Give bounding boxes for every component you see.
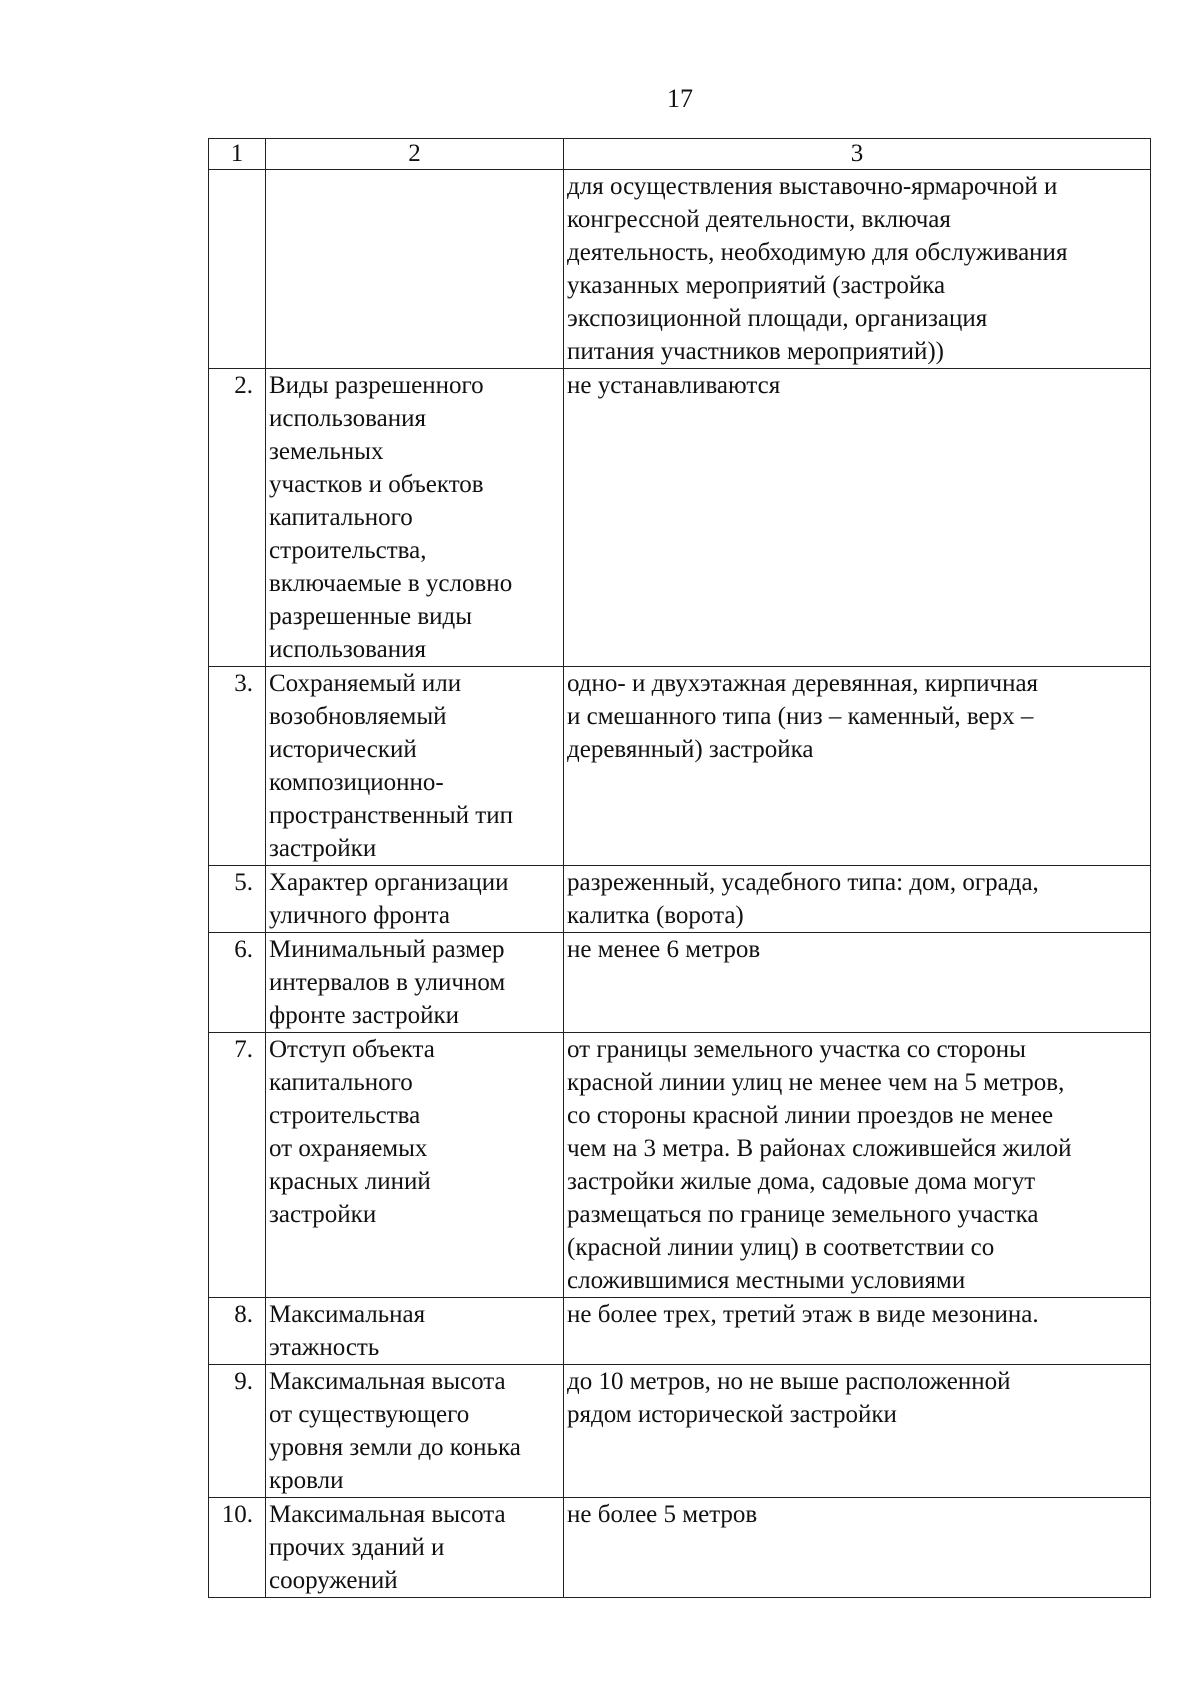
parameter-value-line: красной линии улиц не менее чем на 5 метров, bbox=[567, 1069, 1065, 1096]
parameter-name-line: застройки bbox=[269, 835, 377, 862]
page-number: 17 bbox=[667, 84, 693, 113]
parameter-name-line: использования bbox=[269, 636, 426, 663]
parameter-name-line: капитального bbox=[269, 504, 413, 531]
parameter-name bbox=[266, 866, 564, 933]
parameter-name-line: пространственный тип bbox=[269, 802, 513, 829]
parameter-name-line: Характер организации bbox=[269, 869, 509, 896]
parameter-name-line: композиционно- bbox=[269, 769, 444, 796]
parameter-name-line: уличного фронта bbox=[269, 902, 450, 929]
parameter-name-line: уровня земли до конька bbox=[269, 1434, 521, 1461]
row-number: 5. bbox=[209, 866, 266, 933]
parameter-name-line: Виды разрешенного bbox=[269, 372, 484, 399]
parameter-name bbox=[266, 933, 564, 1033]
parameter-name-line: сооружений bbox=[269, 1567, 398, 1594]
parameter-value-line: конгрессной деятельности, включая bbox=[567, 206, 951, 233]
parameter-value-line: экспозиционной площади, организация bbox=[567, 305, 988, 332]
parameter-name-line: застройки bbox=[269, 1201, 377, 1228]
parameter-value bbox=[564, 866, 1151, 933]
parameter-name bbox=[266, 170, 564, 369]
parameter-name-line: разрешенные виды bbox=[269, 603, 473, 630]
table-row bbox=[209, 1365, 1151, 1498]
parameter-name bbox=[266, 667, 564, 866]
header-cell-2: 2 bbox=[266, 139, 564, 170]
parameter-name bbox=[266, 1033, 564, 1298]
row-number bbox=[209, 170, 266, 369]
parameter-name-line: Отступ объекта bbox=[269, 1036, 435, 1063]
parameter-name-line: участков и объектов bbox=[269, 471, 484, 498]
parameter-value-line: указанных мероприятий (застройка bbox=[567, 272, 946, 299]
parameter-value-line: размещаться по границе земельного участка bbox=[567, 1201, 1039, 1228]
parameter-name bbox=[266, 1298, 564, 1365]
parameter-name-line: интервалов в уличном bbox=[269, 969, 506, 996]
parameter-name-line: включаемые в условно bbox=[269, 570, 513, 597]
header-cell-3: 3 bbox=[564, 139, 1151, 170]
parameter-name-line: Минимальный размер bbox=[269, 936, 505, 963]
parameter-name-line: капитального bbox=[269, 1069, 413, 1096]
parameter-name bbox=[266, 1365, 564, 1498]
row-number: 9. bbox=[209, 1365, 266, 1498]
parameter-name-line: от охраняемых bbox=[269, 1135, 428, 1162]
parameter-name-line: прочих зданий и bbox=[269, 1534, 445, 1561]
row-number: 7. bbox=[209, 1033, 266, 1298]
parameter-value-line: сложившимися местными условиями bbox=[567, 1267, 966, 1294]
parameter-name-line: строительства bbox=[269, 1102, 421, 1129]
regulations-table bbox=[208, 138, 1151, 1598]
table-body bbox=[209, 139, 1151, 1598]
table-row bbox=[209, 1298, 1151, 1365]
table-row bbox=[209, 866, 1151, 933]
parameter-value-line: деятельность, необходимую для обслуживания bbox=[567, 239, 1068, 266]
parameter-value-line: рядом исторической застройки bbox=[567, 1401, 897, 1428]
parameter-value-line: до 10 метров, но не выше расположенной bbox=[567, 1368, 1011, 1395]
parameter-name-line: земельных bbox=[269, 438, 384, 465]
table-row bbox=[209, 170, 1151, 369]
parameter-value bbox=[564, 1033, 1151, 1298]
parameter-value-line: чем на 3 метра. В районах сложившейся жилой bbox=[567, 1135, 1072, 1162]
parameter-value-line: питания участников мероприятий)) bbox=[567, 338, 944, 365]
row-number: 3. bbox=[209, 667, 266, 866]
parameter-value bbox=[564, 369, 1151, 667]
parameter-value-line: для осуществления выставочно-ярмарочной и bbox=[567, 173, 1058, 200]
parameter-value-line: деревянный) застройка bbox=[567, 736, 814, 763]
parameter-value bbox=[564, 1298, 1151, 1365]
parameter-value-line: (красной линии улиц) в соответствии со bbox=[567, 1234, 995, 1261]
parameter-value-line: со стороны красной линии проездов не менее bbox=[567, 1102, 1054, 1129]
row-number: 8. bbox=[209, 1298, 266, 1365]
parameter-value bbox=[564, 170, 1151, 369]
table-row bbox=[209, 667, 1151, 866]
parameter-name-line: кровли bbox=[269, 1467, 344, 1494]
parameter-value-line: разреженный, усадебного типа: дом, ограда, bbox=[567, 869, 1039, 896]
row-number: 10. bbox=[209, 1498, 266, 1598]
parameter-name-line: от существующего bbox=[269, 1401, 470, 1428]
parameter-value-line: одно- и двухэтажная деревянная, кирпичная bbox=[567, 670, 1039, 697]
parameter-value-line: не устанавливаются bbox=[567, 372, 781, 399]
parameter-value-line: застройки жилые дома, садовые дома могут bbox=[567, 1168, 1036, 1195]
parameter-name-line: использования bbox=[269, 405, 426, 432]
parameter-name-line: Максимальная высота bbox=[269, 1501, 506, 1528]
table-row bbox=[209, 933, 1151, 1033]
parameter-name-line: строительства, bbox=[269, 537, 427, 564]
parameter-name-line: Максимальная bbox=[269, 1301, 426, 1328]
table-header-row bbox=[209, 139, 1151, 170]
parameter-name-line: красных линий bbox=[269, 1168, 431, 1195]
parameter-value-line: не более трех, третий этаж в виде мезонина. bbox=[567, 1301, 1039, 1328]
parameter-value bbox=[564, 933, 1151, 1033]
row-number: 2. bbox=[209, 369, 266, 667]
parameter-name-line: Сохраняемый или bbox=[269, 670, 462, 697]
parameter-name-line: Максимальная высота bbox=[269, 1368, 506, 1395]
row-number: 6. bbox=[209, 933, 266, 1033]
parameter-name-line: исторический bbox=[269, 736, 417, 763]
parameter-value-line: не менее 6 метров bbox=[567, 936, 761, 963]
parameter-value-line: калитка (ворота) bbox=[567, 902, 744, 929]
table-row bbox=[209, 1033, 1151, 1298]
parameter-value-line: и смешанного типа (низ – каменный, верх – bbox=[567, 703, 1034, 730]
parameter-value bbox=[564, 1498, 1151, 1598]
parameter-name-line: этажность bbox=[269, 1334, 380, 1361]
parameter-name bbox=[266, 1498, 564, 1598]
header-cell-1: 1 bbox=[209, 139, 266, 170]
parameter-value-line: не более 5 метров bbox=[567, 1501, 758, 1528]
parameter-name-line: возобновляемый bbox=[269, 703, 447, 730]
parameter-name-line: фронте застройки bbox=[269, 1002, 460, 1029]
parameter-name bbox=[266, 369, 564, 667]
table-row bbox=[209, 1498, 1151, 1598]
parameter-value bbox=[564, 1365, 1151, 1498]
table-row bbox=[209, 369, 1151, 667]
parameter-value bbox=[564, 667, 1151, 866]
parameter-value-line: от границы земельного участка со стороны bbox=[567, 1036, 1026, 1063]
